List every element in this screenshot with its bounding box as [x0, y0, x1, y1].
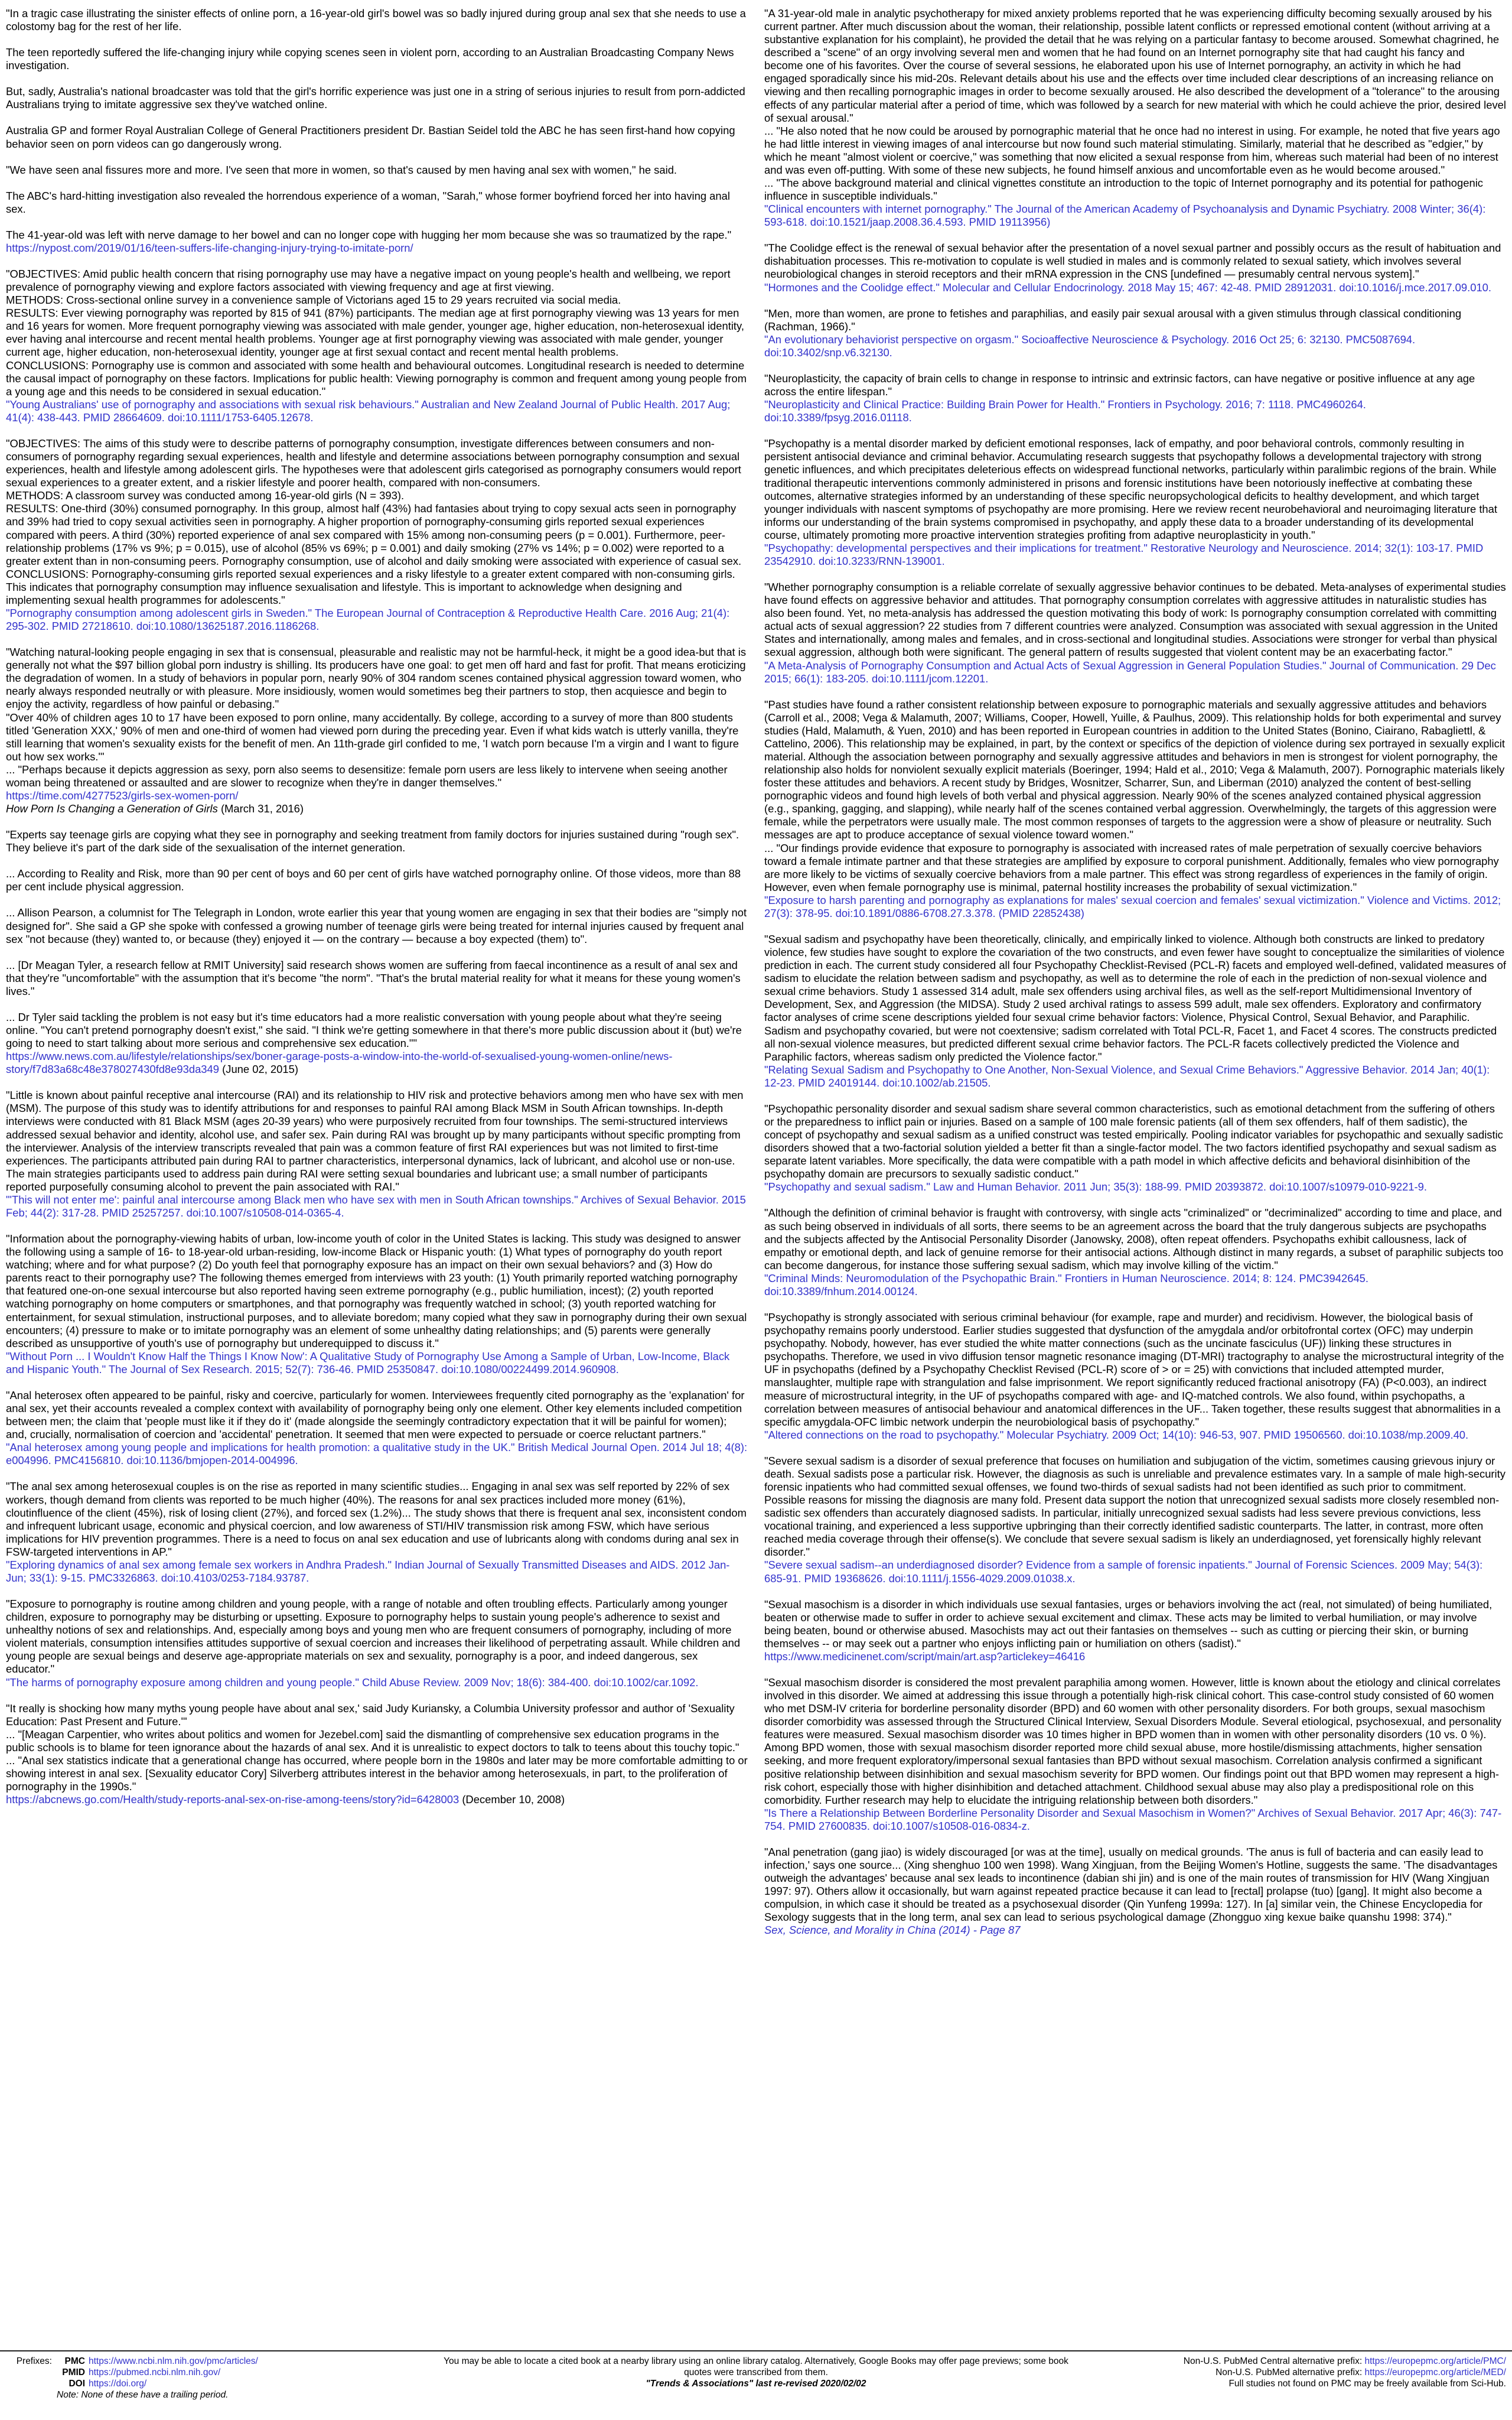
- quote-entry: [6, 268, 748, 424]
- citation-link[interactable]: "A Meta-Analysis of Pornography Consumption and Actual Acts of Sexual Aggression in General Population Studies." Journal of Communication. 29 Dec 2015; 66(1): 183-205. doi:10.1111/jcom.12201.: [764, 659, 1496, 685]
- quote-text: The ABC's hard-hitting investigation also revealed the horrendous experience of a woman, "Sarah," whose former boyfriend forced her into having anal sex.: [6, 189, 730, 215]
- quote-text: ... [Dr Meagan Tyler, a research fellow at RMIT University] said research shows women are suffering from faecal incontinence as a result of anal sex and that they're "uncomfortable" with the assumption that it's become "the norm". "That's the brutal material reality for what it means for these young women's lives.": [6, 958, 741, 997]
- citation-link[interactable]: "'This will not enter me': painful anal intercourse among Black men who have sex with men in South African townships." Archives of Sexual Behavior. 2015 Feb; 44(2): 317-28. PMID 25257257. doi:10.1007/s10508-014-0365-4.: [6, 1193, 746, 1219]
- quote-text: "Psychopathy is a mental disorder marked by deficient emotional responses, lack of empathy, and poor behavioral controls, commonly resulting in persistent antisocial deviance and criminal behavior. Accumulating research suggests that psychopathy follows a developmental trajectory with strong genetic influences, and which precipitates deleterious effects on widespread functional networks, particularly within paralimbic regions of the brain. While traditional therapeutic interventions commonly administered in prisons and forensic institutions have been notoriously ineffective at combating these outcomes, alternative strategies informed by an understanding of these specific neuropsychological deficits to healthy development, and which target younger individuals with nascent symptoms of psychopathy are more promising. Here we review recent neurobehavioral and neuroimaging literature that informs our understanding of the brain systems compromised in psychopathy, and apply these data to a broader understanding of its developmental course, ultimately promoting more proactive intervention strategies profiting from adaptive neuroplasticity in youth.": [764, 437, 1497, 541]
- quote-entry: [764, 1455, 1506, 1585]
- quote-text: "Experts say teenage girls are copying what they see in pornography and seeking treatment from family doctors for injuries sustained during "rough sex". They believe it's part of the dark side of the sexualisation of the internet generation.: [6, 828, 739, 854]
- quote-entry: [6, 1480, 748, 1585]
- quote-text: ... Allison Pearson, a columnist for The Telegraph in London, wrote earlier this year that young women are engaging in sex that their bodies are "simply not designed for". She said a GP she spoke with confessed a growing number of teenage girls were being treated for internal injuries caused by frequent anal sex "not because (they) wanted to, or because (they) enjoyed it — on the contrary — because a boy expected (them) to".: [6, 906, 747, 945]
- quote-entry: [764, 1102, 1506, 1194]
- citation-link[interactable]: "Young Australians' use of pornography and associations with sexual risk behaviours." Australian and New Zealand Journal of Public Health. 2017 Aug; 41(4): 438-443. PMID 28664609. doi:10.1111/1753-6405.12678.: [6, 398, 731, 424]
- citation-link[interactable]: "Without Porn ... I Wouldn't Know Half the Things I Know Now': A Qualitative Study of Pornography Use Among a Sample of Urban, Low-Income, Black and Hispanic Youth." The Journal of Sex Research. 2015; 52(7): 736-46. PMID 25350847. doi:10.1080/00224499.2014.960908.: [6, 1349, 730, 1375]
- quote-entry: [6, 46, 748, 72]
- quote-text: "Psychopathic personality disorder and sexual sadism share several common characteristics, such as emotional detachment from the suffering of others or the preparedness to inflict pain or injuries. Based on a sample of 100 male forensic patients (all of them sex offenders, half of them sadistic), the concept of psychopathy and sexual sadism as a unified construct was tested empirically. Pooling indicator variables for psychopathic and sexually sadistic disorders showed that a two-factorial solution yielded a better fit than a single-factor model. The two factors identified psychopathy and sexual sadism as separate latent variables. More specifically, the data were compatible with a path model in which affective deficits and behavioral disinhibition of the psychopathy domain are precursors to sexually sadistic conduct.": [764, 1102, 1503, 1180]
- quote-text: "The Coolidge effect is the renewal of sexual behavior after the presentation of a novel sexual partner and possibly occurs as the result of habituation and dishabituation processes. This re-motivation to copulate is well studied in males and is commonly related to sexual satiety, which involves several neurobiological changes in steroid receptors and their mRNA expression in the CNS [undefined — presumably central nervous system].": [764, 242, 1501, 281]
- prefixes-label: Prefixes:: [16, 2356, 52, 2366]
- quote-text: "Information about the pornography-viewing habits of urban, low-income youth of color in the United States is lacking. This study was designed to answer the following using a sample of 16- to 18-year-old urban-residing, low-income Black or Hispanic youth: (1) What types of pornography do youth report watching; where and for what purpose? (2) Do youth feel that pornography exposure has an impact on their own sexual behaviors? and (3) How do parents react to their pornography use? The following themes emerged from interviews with 23 youth: (1) Youth primarily reported watching pornography that featured one-on-one sexual intercourse but also reported having seen extreme pornography (e.g., public humiliation, incest); (2) youth reported watching pornography on home computers or smartphones, and that pornography was frequently watched in school; (3) youth reported watching for entertainment, for sexual stimulation, instructional purposes, and to alleviate boredom; many copied what they saw in pornography during their own sexual encounters; (4) pressure to make or to imitate pornography was an element of some unhealthy dating relationships; and (5) parents were generally described as unsupportive of youth's use of pornography but underequipped to discuss it.": [6, 1232, 747, 1349]
- source-line: [6, 1793, 748, 1806]
- quote-entry: [6, 437, 748, 633]
- quote-entry: [6, 1598, 748, 1689]
- quote-text: ... Dr Tyler said tackling the problem is not easy but it's time educators had a more realistic conversation with young people about what they're seeing online. "You can't pretend pornography doesn't exist," she said. "I think we're getting somewhere in that there's more public discussion about it (but) we're going to need to start talking about more serious and comprehensive sex education."": [6, 1010, 742, 1050]
- quote-text: "Watching natural-looking people engaging in sex that is consensual, pleasurable and realistic may not be harmful-heck, it might be a good idea-but that is generally not what the $97 billion global porn industry is shilling. Its producers have one goal: to get men off hard and fast for profit. That means eroticizing the degradation of women. In a study of behaviors in popular porn, nearly 90% of 304 random scenes contained physical aggression toward women, who nearly always responded neutrally or with pleasure. More insidiously, women would sometimes beg their partners to stop, then acquiesce and begin to enjoy the activity, regardless of how painful or debasing." "Over 40% of children ages 10 to 17 have been exposed to porn online, many accidentally. By college, according to a survey of more than 800 students titled 'Generation XXX,' 90% of men and one-third of women had viewed porn during the preceding year. Even if what kids watch is utterly vanilla, they're still learning that women's sexuality exists for the benefit of men. An 11th-grade girl confided to me, 'I watch porn because I'm a virgin and I want to figure out how sex works.'" ... "Perhaps because it depicts aggression as sexy, porn also seems to desensitize: female porn users are less likely to intervene when seeing another woman being threatened or assaulted and are slower to recognize when they're in danger themselves.": [6, 646, 747, 789]
- quote-text: "Anal heterosex often appeared to be painful, risky and coercive, particularly for women. Interviewees frequently cited pornography as the 'explanation' for anal sex, yet their accounts revealed a complex context with availability of pornography being only one element. Other key elements included competition between men; the claim that 'people must like it if they do it' (made alongside the seemingly contradictory expectation that it will be painful for women); and, crucially, normalisation of coercion and 'accidental' penetration. It seemed that men were expected to persuade or coerce reluctant partners.": [6, 1388, 745, 1441]
- citation-link[interactable]: "Anal heterosex among young people and implications for health promotion: a qualitative study in the UK." British Medical Journal Open. 2014 Jul 18; 4(8): e004996. PMC4156810. doi:10.1136/bmjopen-2014-004996.: [6, 1441, 748, 1467]
- quote-entry: [764, 7, 1506, 229]
- alt-prefix-med-link[interactable]: https://europepmc.org/article/MED/: [1364, 2367, 1506, 2377]
- quote-entry: [764, 1846, 1506, 1937]
- quote-text: "Sexual masochism disorder is considered the most prevalent paraphilia among women. However, little is known about the etiology and clinical correlates involved in this disorder. We aimed at addressing this issue through a potentially high-risk clinical cohort. This case-control study consisted of 60 women who met DSM-IV criteria for borderline personality disorder (BPD) and 60 women with other personality disorders. For both groups, sexual masochism disorder comorbidity was assessed through the Structured Clinical Interview, Sexual Disorders Module. Several etiological, psychosexual, and personality features were measured. Sexual masochism disorder was 10 times higher in BPD women than in women with other personality disorders (10 vs. 0 %). Among BPD women, those with sexual masochism disorder reported more child sexual abuse, more hostile/dismissing attachments, higher sensation seeking, and more frequent exploratory/impersonal sexual fantasies than BPD without sexual masochism. Correlation analysis confirmed a significant positive relationship between disinhibition and sexual masochism severity for BPD women. Our findings point out that BPD women may represent a high-risk cohort, especially those with higher disinhibition and detached attachment. Childhood sexual abuse may also play a predispositional role on this comorbidity. Further research may help to elucidate the intriguing relationship between both disorders.": [764, 1676, 1502, 1806]
- quote-entry: [6, 1011, 748, 1076]
- source-line: [764, 1650, 1506, 1663]
- quote-text: "OBJECTIVES: Amid public health concern that rising pornography use may have a negative impact on young people's health and wellbeing, we report prevalence of pornography viewing and explore factors associated with viewing frequency and age at first viewing. METHODS: Cross-sectional online survey in a convenience sample of Victorians aged 15 to 29 years recruited via social media. RESULTS: Ever viewing pornography was reported by 815 of 941 (87%) participants. The median age at first pornography viewing was 13 years for men and 16 years for women. More frequent pornography viewing was associated with male gender, younger age, higher education, non-heterosexual identity, ever having anal intercourse and recent mental health problems. Younger age at first pornography viewing was associated with male gender, younger current age, higher education, non-heterosexual identity, younger age at first sexual contact and recent mental health problems. CONCLUSIONS: Pornography use is common and associated with some health and behavioural outcomes. Longitudinal research is needed to determine the causal impact of pornography on these factors. Implications for public health: Viewing pornography is common and frequent among young people from a young age and this needs to be considered in sexual education.": [6, 268, 747, 398]
- citation-link[interactable]: "Altered connections on the road to psychopathy." Molecular Psychiatry. 2009 Oct; 14(10): 946-53, 907. PMID 19506560. doi:10.1038/mp.2009.40.: [764, 1428, 1469, 1441]
- quote-entry: [6, 646, 748, 815]
- citation-link[interactable]: Sex, Science, and Morality in China (2014) - Page 87: [764, 1924, 1021, 1937]
- prefix-note: Note: None of these have a trailing period.: [57, 2389, 229, 2400]
- library-note: You may be able to locate a cited book at a nearby library using an online library catalog. Alternatively, Google Books may offer page previews; some book: [444, 2356, 1068, 2366]
- quote-text: "It really is shocking how many myths young people have about anal sex,' said Judy Kuriansky, a Columbia University professor and author of 'Sexuality Education: Past Present and Future.'" ... "[Meagan Carpentier, who writes about politics and women for Jezebel.com] said the dismantling of comprehensive sex education programs in the public schools is to blame for teen ignorance about the hazards of anal sex. And it is unrealistic to expect doctors to talk to teens about this touchy topic." ... "Anal sex statistics indicate that a generational change has occurred, where people born in the 1980s and later may be more comfortable admitting to or showing interest in anal sex. [Sexuality educator Cory] Silverberg attributes interest in the behavior among heterosexuals, in part, to the proliferation of pornography in the 1990s.": [6, 1702, 748, 1793]
- library-note-cont: quotes were transcribed from them.: [684, 2367, 828, 2377]
- source-line: [6, 242, 748, 255]
- prefix-note-row: [6, 2390, 384, 2401]
- citation-link[interactable]: "Severe sexual sadism--an underdiagnosed disorder? Evidence from a sample of forensic inpatients." Journal of Forensic Sciences. 2009 May; 54(3): 685-91. PMID 19368626. doi:10.1111/j.1556-4029.2009.01038.x.: [764, 1559, 1483, 1585]
- quote-text: "Although the definition of criminal behavior is fraught with controversy, with single acts "criminalized" or "decriminalized" according to time and place, and as such being observed in individuals of all sorts, there seems to be an agreement across the board that the truly dangerous subjects are psychopaths and the subjects affected by the Antisocial Personality Disorder (Janowsky, 2008), often repeat offenders. Psychopaths exhibit callousness, lack of empathy or emotional depth, and lack of genuine remorse for their antisocial actions. Although distinct in many regards, a subset of paraphilic subjects too can become dangerous, for instance those suffering sexual sadism, which may involve killing of the victim.": [764, 1206, 1504, 1271]
- quote-entry: [6, 190, 748, 216]
- source-url[interactable]: https://www.medicinenet.com/script/main/art.asp?articlekey=46416: [764, 1650, 1086, 1663]
- quote-entry: [6, 85, 748, 111]
- quote-entry: [764, 307, 1506, 359]
- quote-entry: [764, 581, 1506, 685]
- prefix-row-pmc: [6, 2356, 384, 2367]
- citation-link[interactable]: "Criminal Minds: Neuromodulation of the Psychopathic Brain." Frontiers in Human Neuroscience. 2014; 8: 124. PMC3942645. doi:10.3389/fnhum.2014.00124.: [764, 1271, 1369, 1297]
- quote-text: But, sadly, Australia's national broadcaster was told that the girl's horrific experience was just one in a string of serious injuries to result from porn-addicted Australians trying to imitate aggressive sex they've watched online.: [6, 85, 745, 111]
- quote-text: "OBJECTIVES: The aims of this study were to describe patterns of pornography consumption, investigate differences between consumers and non-consumers of pornography regarding sexual experiences, health and lifestyle and determine associations between pornography consumption and sexual experiences, health and lifestyle among adolescent girls. The hypotheses were that adolescent girls categorised as pornography consumers would report sexual experiences to a greater extent, and a riskier lifestyle and poorer health, compared with non-consumers. METHODS: A classroom survey was conducted among 16-year-old girls (N = 393). RESULTS: One-third (30%) consumed pornography. In this group, almost half (43%) had fantasies about trying to copy sexual acts seen in pornography and 39% had tried to copy sexual activities seen in pornography. A higher proportion of pornography-consuming girls reported sexual experiences compared with peers. A third (30%) reported experience of anal sex compared with 15% among non-consuming peers (p = 0.001). Furthermore, peer-relationship problems (17% vs 9%; p = 0.015), use of alcohol (85% vs 69%; p = 0.001) and daily smoking (27% vs 14%; p = 0.002) were reported to a greater extent than in non-consuming peers. Pornography consumption, use of alcohol and daily smoking were associated with experience of casual sex. CONCLUSIONS: Pornography-consuming girls reported sexual experiences and a risky lifestyle to a greater extent compared with non-consuming girls. This indicates that pornography consumption may influence sexualisation and lifestyle. This is important to acknowledge when designing and implementing sexual health programmes for adolescents.": [6, 437, 742, 606]
- prefix-link[interactable]: https://pubmed.ncbi.nlm.nih.gov/: [89, 2367, 221, 2377]
- citation-link[interactable]: "Hormones and the Coolidge effect." Molecular and Cellular Endocrinology. 2018 May 15; 467: 42-48. PMID 28912031. doi:10.1016/j.mce.2017.09.010.: [764, 281, 1492, 294]
- article-title: How Porn Is Changing a Generation of Girls: [6, 802, 218, 815]
- prefix-key: DOI: [69, 2378, 85, 2389]
- quote-entry: [6, 828, 748, 854]
- quote-text: The teen reportedly suffered the life-changing injury while copying scenes seen in violent porn, according to an Australian Broadcasting Company News investigation.: [6, 46, 734, 72]
- quote-entry: [764, 1206, 1506, 1298]
- footer-prefixes: [6, 2356, 384, 2401]
- alt-prefix-pmc-link[interactable]: https://europepmc.org/article/PMC/: [1364, 2356, 1506, 2366]
- prefix-key: PMC: [64, 2356, 85, 2366]
- quote-text: ... According to Reality and Risk, more than 90 per cent of boys and 60 per cent of girls have watched pornography online. Of those videos, more than 88 per cent include physical aggression.: [6, 867, 741, 893]
- citation-link[interactable]: "Clinical encounters with internet pornography." The Journal of the American Academy of Psychoanalysis and Dynamic Psychiatry. 2008 Winter; 36(4): 593-618. doi:10.1521/jaap.2008.36.4.593. PMID 19113956): [764, 203, 1486, 229]
- source-url[interactable]: https://time.com/4277523/girls-sex-women-porn/: [6, 789, 239, 802]
- quote-text: "Whether pornography consumption is a reliable correlate of sexually aggressive behavior continues to be debated. Meta-analyses of experimental studies have found effects on aggressive behavior and attitudes. That pornography consumption correlates with aggressive attitudes in naturalistic studies has also been found. Yet, no meta-analysis has addressed the question motivating this body of work: Is pornography consumption correlated with committing actual acts of sexual aggression? 22 studies from 7 different countries were analyzed. Consumption was associated with sexual aggression in the United States and internationally, among males and females, and in cross-sectional and longitudinal studies. Associations were stronger for verbal than physical sexual aggression, although both were significant. The general pattern of results suggested that violent content may be an exacerbating factor.": [764, 581, 1506, 659]
- quote-entry: [6, 164, 748, 177]
- right-column: [764, 7, 1506, 2335]
- citation-link[interactable]: "Psychopathy: developmental perspectives and their implications for treatment." Restorative Neurology and Neuroscience. 2014; 32(1): 103-17. PMID 23542910. doi:10.3233/RNN-139001.: [764, 541, 1484, 567]
- quote-text: "Exposure to pornography is routine among children and young people, with a range of notable and often troubling effects. Particularly among younger children, exposure to pornography may be disturbing or upsetting. Exposure to pornography helps to sustain young people's adherence to sexist and unhealthy notions of sex and relationships. And, especially among boys and young men who are frequent consumers of pornography, including of more violent materials, consumption intensifies attitudes supportive of sexual coercion and increases their likelihood of perpetrating assault. While children and young people are sexual beings and deserve age-appropriate materials on sex and sexuality, pornography is a poor, and indeed dangerous, sex educator.": [6, 1598, 741, 1676]
- prefix-key: PMID: [62, 2367, 85, 2377]
- quote-text: "We have seen anal fissures more and more. I've seen that more in women, so that's caused by men having anal sex with women," he said.: [6, 163, 677, 176]
- quote-text: "Sexual masochism is a disorder in which individuals use sexual fantasies, urges or behaviors involving the act (real, not simulated) of being humiliated, beaten or otherwise made to suffer in order to achieve sexual excitement and climax. These acts may be limited to verbal humiliation, or may involve being beaten, bound or otherwise abused. Masochists may act out their fantasies on themselves -- such as cutting or piercing their skin, or burning themselves -- or may seek out a partner who enjoys inflicting pain or humiliation on others (sadist).": [764, 1598, 1493, 1650]
- quote-text: The 41-year-old was left with nerve damage to her bowel and can no longer cope with hugging her mom because she was so traumatized by the rape.": [6, 228, 732, 241]
- quote-entry: [764, 372, 1506, 424]
- source-date: (June 02, 2015): [222, 1063, 298, 1076]
- article-title-line: [6, 802, 748, 815]
- alt-prefix-med: Non-U.S. PubMed alternative prefix: https://europepmc.org/article/MED/: [1216, 2367, 1506, 2377]
- sci-hub-note: Full studies not found on PMC may be freely available from Sci-Hub.: [1228, 2378, 1506, 2389]
- quote-text: Australia GP and former Royal Australian College of General Practitioners president Dr. Bastian Seidel told the ABC he has seen first-hand how copying behavior seen on porn videos can go dangerously wrong.: [6, 124, 735, 150]
- quote-text: "Severe sexual sadism is a disorder of sexual preference that focuses on humiliation and subjugation of the victim, sometimes causing grievous injury or death. Sexual sadists pose a particular risk. However, the diagnosis as such is unreliable and prevalence estimates vary. In a sample of male high-security forensic inpatients who had committed sexual offenses, we found two-thirds of sexual sadists had not been identified as such prior to commitment. Possible reasons for missing the diagnosis are many fold. Present data support the notion that unrecognized sexual sadists more closely resembled non-sadistic sex offenders than accurately diagnosed sadists. In particular, initially unrecognized sexual sadists had less severe previous convictions, less vocational training, and experienced a less supportive upbringing than their correctly identified sadistic counterparts. The latter, in contrast, more often reached media coverage through their offense(s). We conclude that severe sexual sadism is likely an underdiagnosed, yet forensically highly relevant disorder.": [764, 1454, 1506, 1559]
- citation-link[interactable]: "The harms of pornography exposure among children and young people." Child Abuse Review. 2009 Nov; 18(6): 384-400. doi:10.1002/car.1092.: [6, 1676, 699, 1689]
- citation-link[interactable]: "Exposure to harsh parenting and pornography as explanations for males' sexual coercion and females' sexual victimization." Violence and Victims. 2012; 27(3): 378-95. doi:10.1891/0886-6708.27.3.378. (PMID 22852438): [764, 893, 1501, 919]
- quote-entry: [6, 229, 748, 255]
- citation-link[interactable]: "Is There a Relationship Between Borderline Personality Disorder and Sexual Masochism in Women?" Archives of Sexual Behavior. 2017 Apr; 46(3): 747-754. PMID 27600835. doi:10.1007/s10508-016-0834-z.: [764, 1806, 1502, 1832]
- quote-text: "Neuroplasticity, the capacity of brain cells to change in response to intrinsic and extrinsic factors, can have negative or positive influence at any age across the entire lifespan.": [764, 372, 1475, 398]
- quote-entry: [764, 1311, 1506, 1442]
- quote-text: "A 31-year-old male in analytic psychotherapy for mixed anxiety problems reported that he was experiencing difficulty becoming sexually aroused by his current partner. After much discussion about the woman, their relationship, possible latent conflicts or repressed emotional content (without arriving at a substantive explanation for his complaint), he provided the detail that he was relying on a particular fantasy to become aroused. Somewhat chagrined, he described a "scene" of an orgy involving several men and women that he had found on an Internet pornography site that had caught his fancy and become one of his favorites. Over the course of several sessions, he elaborated upon his use of Internet pornography, an activity in which he had engaged sporadically since his mid-20s. Relevant details about his use and the effects over time included clear descriptions of an increasing reliance on viewing and then recalling pornographic images in order to become sexually aroused. He also described the development of a "tolerance" to the arousing effects of any particular material after a period of time, which was followed by a search for new material with which he could achieve the prior, desired level of sexual arousal." ... "He also noted that he now could be aroused by pornographic material that he once had no interest in using. For example, he noted that five years ago he had little interest in viewing images of anal intercourse but now found such material stimulating. Similarly, material that he described as "edgier," by which he meant "almost violent or coercive," was something that now elicited a sexual response from him, whereas such material had been of no interest and was even off-putting. With some of these new subjects, he found himself anxious and uncomfortable even as he would become aroused." ... "The above background material and clinical vignettes constitute an introduction to the topic of Internet pornography and its potential for pathogenic influence in susceptible individuals.": [764, 7, 1506, 203]
- quote-entry: [6, 906, 748, 945]
- quote-entry: [764, 698, 1506, 920]
- citation-link[interactable]: "Pornography consumption among adolescent girls in Sweden." The European Journal of Contraception & Reproductive Health Care. 2016 Aug; 21(4): 295-302. PMID 27218610. doi:10.1080/13625187.2016.1186268.: [6, 606, 730, 633]
- quote-text: "Little is known about painful receptive anal intercourse (RAI) and its relationship to HIV risk and protective behaviors among men who have sex with men (MSM). The purpose of this study was to identify attributions for and responses to painful RAI among Black MSM in South African townships. In-depth interviews were conducted with 81 Black MSM (ages 20-39 years) who were purposively recruited from four townships. The semi-structured interviews addressed sexual behavior and identity, alcohol use, and safer sex. Pain during RAI was brought up by many participants without specific prompting from the interviewer. Analysis of the interview transcripts revealed that pain was a common feature of first RAI experiences but was not limited to first-time experiences. The participants attributed pain during RAI to partner characteristics, interpersonal dynamics, lack of lubricant, and alcohol use or non-use. The main strategies participants used to address pain during RAI were setting sexual boundaries and lubricant use; a small number of participants reported purposefully consuming alcohol to prevent the pain associated with RAI.": [6, 1089, 744, 1193]
- footer-center: [378, 2356, 1134, 2390]
- footer-alt-prefixes: [1140, 2356, 1506, 2390]
- quote-entry: [764, 933, 1506, 1089]
- quote-entry: [6, 124, 748, 150]
- prefix-row-pmid: [6, 2367, 384, 2379]
- quote-text: "Men, more than women, are prone to fetishes and paraphilias, and easily pair sexual arousal with a given stimulus through classical conditioning (Rachman, 1966).": [764, 307, 1462, 333]
- quote-entry: [6, 867, 748, 893]
- source-line: [6, 789, 748, 802]
- prefix-link[interactable]: https://www.ncbi.nlm.nih.gov/pmc/articles/: [89, 2356, 258, 2366]
- source-url[interactable]: https://www.news.com.au/lifestyle/relationships/sex/boner-garage-posts-a-window-into-the-world-of-sexualised-young-women-online/news-story/f7d83a68c48e378027430fd8e93da349: [6, 1050, 673, 1076]
- source-line: [6, 1050, 748, 1076]
- quote-entry: [6, 1089, 748, 1219]
- prefix-row-doi: [6, 2379, 384, 2390]
- quote-entry: [764, 242, 1506, 294]
- source-date: (December 10, 2008): [462, 1793, 565, 1806]
- quote-text: "The anal sex among heterosexual couples is on the rise as reported in many scientific studies... Engaging in anal sex was self reported by 22% of sex workers, though demand from clients was reported to be much higher (40%). The reasons for anal sex practices included more money (61%), cloutinfluence of the client (45%), risk of losing client (27%), and forced sex (1.2%)... The study shows that there is frequent anal sex, inconsistent condom and infrequent lubricant usage, economic and physical coercion, and low awareness of STI/HIV transmission risk among FSW, which have serious implications for HIV prevention programmes. There is a need to focus on anal sex education and use of lubricants along with condoms during anal sex in FSW-targeted interventions in AP.": [6, 1480, 747, 1558]
- left-column: [6, 7, 748, 2335]
- quote-entry: [764, 437, 1506, 568]
- quote-entry: [6, 1702, 748, 1807]
- quote-text: "Psychopathy is strongly associated with serious criminal behaviour (for example, rape and murder) and recidivism. However, the biological basis of psychopathy remains poorly understood. Earlier studies suggested that dysfunction of the amygdala and/or orbitofrontal cortex (OFC) may underpin psychopathy. Nobody, however, has ever studied the white matter connections (such as the uncinate fasciculus (UF)) linking these structures in psychopaths. Therefore, we used in vivo diffusion tensor magnetic resonance imaging (DT-MRI) tractography to analyse the microstructural integrity of the UF in psychopaths (defined by a Psychopathy Checklist Revised (PCL-R) score of > or = 25) with convictions that included attempted murder, manslaughter, multiple rape with strangulation and false imprisonment. We report significantly reduced fractional anisotropy (FA) (P<0.003), an indirect measure of microstructural integrity, in the UF of psychopaths compared with age- and IQ-matched controls. We also found, within psychopaths, a correlation between measures of antisocial behaviour and anatomical differences in the UF... Taken together, these results suggest that abnormalities in a specific amygdala-OFC limbic network underpin the neurobiological basis of psychopathy.": [764, 1311, 1504, 1428]
- article-date: (March 31, 2016): [220, 802, 304, 815]
- quote-text: "Sexual sadism and psychopathy have been theoretically, clinically, and empirically linked to violence. Although both constructs are linked to predatory violence, few studies have sought to explore the covariation of the two constructs, and even fewer have sought to conceptualize the similarities of violence prediction in each. The current study considered all four Psychopathy Checklist-Revised (PCL-R) facets and employed well-defined, validated measures of sadism to elucidate the relation between sadism and psychopathy, as well as to determine the role of each in the prediction of non-sexual violence and sexual crime behaviors. Study 1 assessed 314 adult, male sex offenders using archival files, as well as the self-report Multidimensional Inventory of Development, Sex, and Aggression (the MIDSA). Study 2 used archival ratings to assess 599 adult, male sex offenders. Exploratory and confirmatory factor analyses of crime scene descriptions yielded four sexual crime behavior factors: Violence, Physical Control, Sexual Behavior, and Paraphilic. Sadism and psychopathy covaried, but were not coextensive; sadism correlated with Total PCL-R, Facet 1, and Facet 4 scores. The constructs predicted all non-sexual violence measures, but predicted different sexual crime behavior factors. The PCL-R facets collectively predicted the Violence and Paraphilic factors, whereas sadism only predicted the Violence factor.": [764, 933, 1506, 1063]
- quote-entry: [6, 959, 748, 998]
- citation-link[interactable]: "Psychopathy and sexual sadism." Law and Human Behavior. 2011 Jun; 35(3): 188-99. PMID 20393872. doi:10.1007/s10979-010-9221-9.: [764, 1180, 1427, 1193]
- quote-entry: [764, 1598, 1506, 1663]
- citation-link[interactable]: "Relating Sexual Sadism and Psychopathy to One Another, Non-Sexual Violence, and Sexual Crime Behaviors." Aggressive Behavior. 2014 Jan; 40(1): 12-23. PMID 24019144. doi:10.1002/ab.21505.: [764, 1063, 1490, 1089]
- quote-entry: [6, 7, 748, 33]
- citation-link[interactable]: "An evolutionary behaviorist perspective on orgasm." Socioaffective Neuroscience & Psychology. 2016 Oct 25; 6: 32130. PMC5087694. doi:10.3402/snp.v6.32130.: [764, 333, 1416, 359]
- source-url[interactable]: https://nypost.com/2019/01/16/teen-suffers-life-changing-injury-trying-to-imitate-porn/: [6, 241, 413, 254]
- alt-prefix-pmc: Non-U.S. PubMed Central alternative prefix: https://europepmc.org/article/PMC/: [1183, 2356, 1506, 2366]
- prefix-link[interactable]: https://doi.org/: [89, 2378, 147, 2389]
- citation-link[interactable]: "Neuroplasticity and Clinical Practice: Building Brain Power for Health." Frontiers in Psychology. 2016; 7: 1118. PMC4960264. doi:10.3389/fpsyg.2016.01118.: [764, 398, 1366, 424]
- quote-text: "Anal penetration (gang jiao) is widely discouraged [or was at the time], usually on medical grounds. 'The anus is full of bacteria and can easily lead to infection,' says one source... (Xing shenghuo 100 wen 1998). Wang Xingjuan, from the Beijing Women's Hotline, suggests the same. 'The disadvantages outweigh the advantages' because anal sex leads to incontinence (dabian shi jin) and is one of the main routes of transmission for HIV (Wang Xingjuan 1997: 97). Others allow it occasionally, but warn against repeated practice because it can lead to [rectal] prolapse (tuo) [gang]. It might also become a compulsion, in which case it should be treated as a psychosexual disorder (Qin Yunfeng 1999a: 127). In [a] similar vein, the Chinese Encyclopedia for Sexology suggests that in the long term, anal sex can lead to serious psychological damage (Zhongguo xing kexue baike quanshu 1998: 374).": [764, 1845, 1498, 1924]
- revision-note: "Trends & Associations" last re-revised 2020/02/02: [646, 2378, 866, 2389]
- source-url[interactable]: https://abcnews.go.com/Health/study-reports-anal-sex-on-rise-among-teens/story?id=6428003: [6, 1793, 460, 1806]
- quote-entry: [6, 1232, 748, 1376]
- quote-entry: [764, 1676, 1506, 1833]
- quote-entry: [6, 1389, 748, 1467]
- quote-text: "Past studies have found a rather consistent relationship between exposure to pornographic materials and sexually aggressive attitudes and behaviors (Carroll et al., 2008; Vega & Malamuth, 2007; Williams, Cooper, Howell, Yuille, & Paulhus, 2009). This relationship holds for both experimental and survey studies (Hald, Malamuth, & Yuen, 2010) and has been reported in European countries in addition to the United States (Bonino, Ciairano, Rabagliettl, & Cattelino, 2006). This relationship may be explained, in part, by the context or specifics of the depiction of violence during sex portrayed in sexually explicit material. Although the association between pornography and sexually aggressive attitudes and behaviors in men is strongest for violent pornography, the relationship also holds for nonviolent sexually explicit materials (Boeringer, 1994; Hald et al., 2010; Vega & Malamuth, 2007). Pornographic materials likely foster these attitudes and behaviors. A recent study by Bridges, Wosnitzer, Scharrer, Sun, and Liberman (2010) analyzed the content of best-selling pornographic videos and found high levels of both verbal and physical aggression. Nearly 90% of the scenes analyzed contained physical aggression (e.g., spanking, gagging, and slapping), while nearly half of the scenes contained verbal aggression. Overwhelmingly, the targets of this aggression were female, while the perpetrators were usually male. The most common responses of targets to the aggression were a show of pleasure or neutrality. Such messages are apt to produce acceptance of sexual violence toward women." ... "Our findings provide evidence that exposure to pornography is associated with increased rates of male perpetration of sexually coercive behaviors toward a female intimate partner and that these strategies are amplified by exposure to corporal punishment. Additionally, females who view pornography are more likely to be victims of sexually coercive behaviors from a male partner. This effect was strong regardless of experiences in the family of origin. However, even when female pornography use is minimal, paternal hostility increases the probability of sexual victimization.": [764, 698, 1505, 893]
- quote-text: "In a tragic case illustrating the sinister effects of online porn, a 16-year-old girl's bowel was so badly injured during group anal sex that she needs to use a colostomy bag for the rest of her life.: [6, 7, 746, 33]
- page-footer: [0, 2350, 1512, 2416]
- citation-link[interactable]: "Exploring dynamics of anal sex among female sex workers in Andhra Pradesh." Indian Journal of Sexually Transmitted Diseases and AIDS. 2012 Jan-Jun; 33(1): 9-15. PMC3326863. doi:10.4103/0253-7184.93787.: [6, 1558, 730, 1584]
